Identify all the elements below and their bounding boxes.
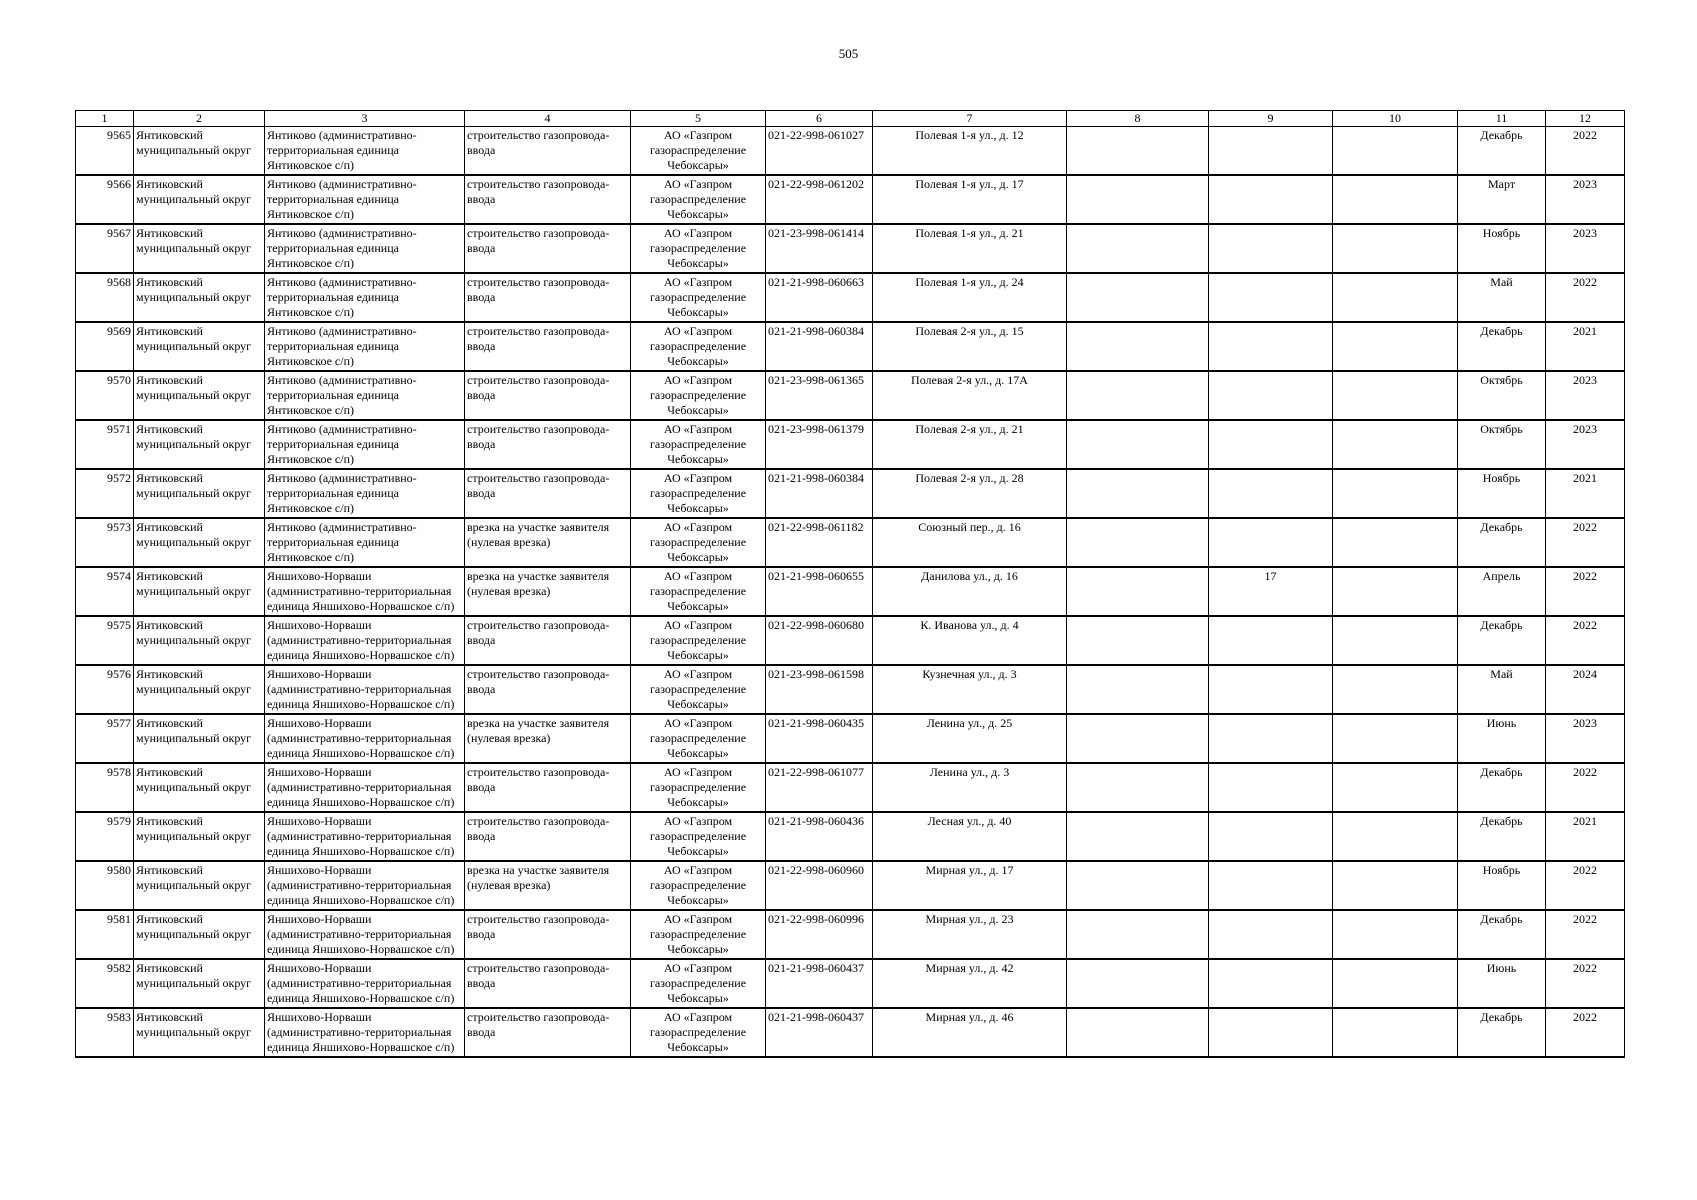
work-type-cell: строительство газопровода-ввода: [465, 127, 631, 176]
table-row: [76, 1008, 1625, 1057]
table-row: [76, 812, 1625, 861]
address-cell: Лесная ул., д. 40: [873, 812, 1067, 861]
district-cell: Янтиковский муниципальный округ: [134, 127, 265, 176]
month-cell: Май: [1458, 273, 1546, 322]
month-cell: Декабрь: [1458, 763, 1546, 812]
address-cell: Полевая 1-я ул., д. 12: [873, 127, 1067, 176]
district-cell: Янтиковский муниципальный округ: [134, 175, 265, 224]
table-body: [76, 127, 1625, 1058]
work-type-cell: строительство газопровода-ввода: [465, 812, 631, 861]
year-cell: 2022: [1546, 763, 1625, 812]
work-type-cell: врезка на участке заявителя (нулевая врезка): [465, 518, 631, 567]
application-code-cell: 021-22-998-061077: [766, 763, 873, 812]
organization-cell: АО «Газпром газораспределение Чебоксары»: [631, 273, 766, 322]
year-cell: 2023: [1546, 224, 1625, 273]
month-cell: Май: [1458, 665, 1546, 714]
row-number-cell: 9571: [76, 420, 134, 469]
month-cell: Июнь: [1458, 959, 1546, 1008]
column-9-cell: [1209, 1008, 1333, 1057]
month-cell: Ноябрь: [1458, 224, 1546, 273]
application-code-cell: 021-21-998-060384: [766, 469, 873, 518]
work-type-cell: строительство газопровода-ввода: [465, 1008, 631, 1057]
district-cell: Янтиковский муниципальный округ: [134, 322, 265, 371]
row-number-cell: 9570: [76, 371, 134, 420]
year-cell: 2021: [1546, 812, 1625, 861]
district-cell: Янтиковский муниципальный округ: [134, 224, 265, 273]
column-header: 6: [766, 111, 873, 127]
organization-cell: АО «Газпром газораспределение Чебоксары»: [631, 861, 766, 910]
settlement-cell: Яншихово-Норваши (административно-территориальная единица Яншихово-Норвашское с/п): [265, 910, 465, 959]
work-type-cell: строительство газопровода-ввода: [465, 420, 631, 469]
column-9-cell: [1209, 273, 1333, 322]
table-row: [76, 175, 1625, 224]
organization-cell: АО «Газпром газораспределение Чебоксары»: [631, 322, 766, 371]
district-cell: Янтиковский муниципальный округ: [134, 567, 265, 616]
row-number-cell: 9583: [76, 1008, 134, 1057]
column-8-cell: [1067, 812, 1209, 861]
column-10-cell: [1333, 812, 1458, 861]
column-header: 1: [76, 111, 134, 127]
table-row: [76, 567, 1625, 616]
table-row: [76, 665, 1625, 714]
column-10-cell: [1333, 420, 1458, 469]
table-row: [76, 224, 1625, 273]
column-8-cell: [1067, 224, 1209, 273]
row-number-cell: 9582: [76, 959, 134, 1008]
district-cell: Янтиковский муниципальный округ: [134, 910, 265, 959]
settlement-cell: Янтиково (административно-территориальная единица Янтиковское с/п): [265, 322, 465, 371]
district-cell: Янтиковский муниципальный округ: [134, 420, 265, 469]
column-9-cell: [1209, 175, 1333, 224]
district-cell: Янтиковский муниципальный округ: [134, 371, 265, 420]
column-8-cell: [1067, 420, 1209, 469]
organization-cell: АО «Газпром газораспределение Чебоксары»: [631, 1008, 766, 1057]
column-header-row: [76, 111, 1625, 127]
month-cell: Апрель: [1458, 567, 1546, 616]
column-9-cell: [1209, 665, 1333, 714]
column-10-cell: [1333, 518, 1458, 567]
column-header: 4: [465, 111, 631, 127]
settlement-cell: Янтиково (административно-территориальная единица Янтиковское с/п): [265, 127, 465, 176]
registry-table: [75, 110, 1625, 1058]
month-cell: Декабрь: [1458, 127, 1546, 176]
organization-cell: АО «Газпром газораспределение Чебоксары»: [631, 371, 766, 420]
column-header: 12: [1546, 111, 1625, 127]
work-type-cell: строительство газопровода-ввода: [465, 616, 631, 665]
settlement-cell: Янтиково (административно-территориальная единица Янтиковское с/п): [265, 224, 465, 273]
column-10-cell: [1333, 1008, 1458, 1057]
address-cell: К. Иванова ул., д. 4: [873, 616, 1067, 665]
application-code-cell: 021-23-998-061414: [766, 224, 873, 273]
application-code-cell: 021-23-998-061598: [766, 665, 873, 714]
settlement-cell: Яншихово-Норваши (административно-территориальная единица Яншихово-Норвашское с/п): [265, 812, 465, 861]
district-cell: Янтиковский муниципальный округ: [134, 861, 265, 910]
application-code-cell: 021-23-998-061365: [766, 371, 873, 420]
table-row: [76, 469, 1625, 518]
column-10-cell: [1333, 763, 1458, 812]
month-cell: Декабрь: [1458, 910, 1546, 959]
address-cell: Полевая 2-я ул., д. 21: [873, 420, 1067, 469]
column-8-cell: [1067, 910, 1209, 959]
month-cell: Октябрь: [1458, 420, 1546, 469]
address-cell: Ленина ул., д. 3: [873, 763, 1067, 812]
year-cell: 2022: [1546, 910, 1625, 959]
column-header: 8: [1067, 111, 1209, 127]
application-code-cell: 021-21-998-060437: [766, 959, 873, 1008]
column-header: 7: [873, 111, 1067, 127]
year-cell: 2022: [1546, 518, 1625, 567]
column-header: 2: [134, 111, 265, 127]
column-9-cell: [1209, 127, 1333, 176]
work-type-cell: строительство газопровода-ввода: [465, 371, 631, 420]
row-number-cell: 9566: [76, 175, 134, 224]
settlement-cell: Янтиково (административно-территориальная единица Янтиковское с/п): [265, 469, 465, 518]
address-cell: Полевая 1-я ул., д. 17: [873, 175, 1067, 224]
column-9-cell: [1209, 959, 1333, 1008]
district-cell: Янтиковский муниципальный округ: [134, 616, 265, 665]
table-row: [76, 518, 1625, 567]
row-number-cell: 9567: [76, 224, 134, 273]
address-cell: Мирная ул., д. 23: [873, 910, 1067, 959]
district-cell: Янтиковский муниципальный округ: [134, 714, 265, 763]
organization-cell: АО «Газпром газораспределение Чебоксары»: [631, 714, 766, 763]
work-type-cell: строительство газопровода-ввода: [465, 665, 631, 714]
settlement-cell: Яншихово-Норваши (административно-территориальная единица Яншихово-Норвашское с/п): [265, 861, 465, 910]
table-row: [76, 714, 1625, 763]
column-8-cell: [1067, 127, 1209, 176]
column-8-cell: [1067, 175, 1209, 224]
column-8-cell: [1067, 322, 1209, 371]
column-10-cell: [1333, 469, 1458, 518]
address-cell: Полевая 2-я ул., д. 28: [873, 469, 1067, 518]
address-cell: Полевая 1-я ул., д. 21: [873, 224, 1067, 273]
column-8-cell: [1067, 959, 1209, 1008]
district-cell: Янтиковский муниципальный округ: [134, 518, 265, 567]
year-cell: 2022: [1546, 861, 1625, 910]
settlement-cell: Яншихово-Норваши (административно-территориальная единица Яншихово-Норвашское с/п): [265, 567, 465, 616]
column-10-cell: [1333, 127, 1458, 176]
column-9-cell: [1209, 910, 1333, 959]
address-cell: Союзный пер., д. 16: [873, 518, 1067, 567]
column-9-cell: [1209, 812, 1333, 861]
column-8-cell: [1067, 567, 1209, 616]
organization-cell: АО «Газпром газораспределение Чебоксары»: [631, 910, 766, 959]
column-header: 3: [265, 111, 465, 127]
column-9-cell: [1209, 714, 1333, 763]
row-number-cell: 9581: [76, 910, 134, 959]
column-9-cell: 17: [1209, 567, 1333, 616]
month-cell: Март: [1458, 175, 1546, 224]
organization-cell: АО «Газпром газораспределение Чебоксары»: [631, 763, 766, 812]
work-type-cell: строительство газопровода-ввода: [465, 959, 631, 1008]
address-cell: Ленина ул., д. 25: [873, 714, 1067, 763]
table-row: [76, 127, 1625, 176]
column-10-cell: [1333, 273, 1458, 322]
district-cell: Янтиковский муниципальный округ: [134, 959, 265, 1008]
work-type-cell: строительство газопровода-ввода: [465, 175, 631, 224]
column-8-cell: [1067, 763, 1209, 812]
year-cell: 2023: [1546, 371, 1625, 420]
district-cell: Янтиковский муниципальный округ: [134, 1008, 265, 1057]
application-code-cell: 021-22-998-061182: [766, 518, 873, 567]
row-number-cell: 9577: [76, 714, 134, 763]
month-cell: Октябрь: [1458, 371, 1546, 420]
organization-cell: АО «Газпром газораспределение Чебоксары»: [631, 665, 766, 714]
application-code-cell: 021-22-998-060996: [766, 910, 873, 959]
year-cell: 2023: [1546, 420, 1625, 469]
organization-cell: АО «Газпром газораспределение Чебоксары»: [631, 518, 766, 567]
month-cell: Июнь: [1458, 714, 1546, 763]
year-cell: 2022: [1546, 616, 1625, 665]
row-number-cell: 9565: [76, 127, 134, 176]
settlement-cell: Яншихово-Норваши (административно-территориальная единица Яншихово-Норвашское с/п): [265, 959, 465, 1008]
month-cell: Декабрь: [1458, 812, 1546, 861]
application-code-cell: 021-22-998-061027: [766, 127, 873, 176]
work-type-cell: врезка на участке заявителя (нулевая врезка): [465, 714, 631, 763]
work-type-cell: строительство газопровода-ввода: [465, 763, 631, 812]
column-10-cell: [1333, 861, 1458, 910]
settlement-cell: Яншихово-Норваши (административно-территориальная единица Яншихово-Норвашское с/п): [265, 665, 465, 714]
column-10-cell: [1333, 371, 1458, 420]
column-9-cell: [1209, 861, 1333, 910]
organization-cell: АО «Газпром газораспределение Чебоксары»: [631, 616, 766, 665]
year-cell: 2021: [1546, 469, 1625, 518]
application-code-cell: 021-21-998-060655: [766, 567, 873, 616]
work-type-cell: врезка на участке заявителя (нулевая врезка): [465, 567, 631, 616]
year-cell: 2022: [1546, 959, 1625, 1008]
column-header: 10: [1333, 111, 1458, 127]
settlement-cell: Яншихово-Норваши (административно-территориальная единица Яншихово-Норвашское с/п): [265, 714, 465, 763]
application-code-cell: 021-23-998-061379: [766, 420, 873, 469]
address-cell: Данилова ул., д. 16: [873, 567, 1067, 616]
settlement-cell: Яншихово-Норваши (административно-территориальная единица Яншихово-Норвашское с/п): [265, 763, 465, 812]
district-cell: Янтиковский муниципальный округ: [134, 812, 265, 861]
year-cell: 2022: [1546, 567, 1625, 616]
application-code-cell: 021-22-998-060680: [766, 616, 873, 665]
column-8-cell: [1067, 616, 1209, 665]
month-cell: Декабрь: [1458, 322, 1546, 371]
work-type-cell: врезка на участке заявителя (нулевая врезка): [465, 861, 631, 910]
district-cell: Янтиковский муниципальный округ: [134, 469, 265, 518]
settlement-cell: Яншихово-Норваши (административно-территориальная единица Яншихово-Норвашское с/п): [265, 1008, 465, 1057]
table-row: [76, 910, 1625, 959]
page-number: 505: [838, 46, 859, 61]
column-10-cell: [1333, 322, 1458, 371]
address-cell: Мирная ул., д. 46: [873, 1008, 1067, 1057]
table-row: [76, 322, 1625, 371]
column-9-cell: [1209, 322, 1333, 371]
address-cell: Полевая 2-я ул., д. 15: [873, 322, 1067, 371]
organization-cell: АО «Газпром газораспределение Чебоксары»: [631, 567, 766, 616]
work-type-cell: строительство газопровода-ввода: [465, 910, 631, 959]
table-row: [76, 420, 1625, 469]
column-10-cell: [1333, 567, 1458, 616]
table-row: [76, 959, 1625, 1008]
row-number-cell: 9574: [76, 567, 134, 616]
organization-cell: АО «Газпром газораспределение Чебоксары»: [631, 959, 766, 1008]
month-cell: Ноябрь: [1458, 469, 1546, 518]
district-cell: Янтиковский муниципальный округ: [134, 665, 265, 714]
row-number-cell: 9578: [76, 763, 134, 812]
column-header: 9: [1209, 111, 1333, 127]
organization-cell: АО «Газпром газораспределение Чебоксары»: [631, 224, 766, 273]
work-type-cell: строительство газопровода-ввода: [465, 224, 631, 273]
column-9-cell: [1209, 371, 1333, 420]
application-code-cell: 021-21-998-060663: [766, 273, 873, 322]
row-number-cell: 9576: [76, 665, 134, 714]
column-8-cell: [1067, 518, 1209, 567]
table-row: [76, 861, 1625, 910]
column-10-cell: [1333, 714, 1458, 763]
settlement-cell: Яншихово-Норваши (административно-территориальная единица Яншихово-Норвашское с/п): [265, 616, 465, 665]
column-8-cell: [1067, 665, 1209, 714]
year-cell: 2022: [1546, 1008, 1625, 1057]
year-cell: 2024: [1546, 665, 1625, 714]
row-number-cell: 9572: [76, 469, 134, 518]
month-cell: Декабрь: [1458, 1008, 1546, 1057]
work-type-cell: строительство газопровода-ввода: [465, 322, 631, 371]
column-8-cell: [1067, 714, 1209, 763]
column-10-cell: [1333, 616, 1458, 665]
row-number-cell: 9575: [76, 616, 134, 665]
table-row: [76, 763, 1625, 812]
column-8-cell: [1067, 371, 1209, 420]
work-type-cell: строительство газопровода-ввода: [465, 273, 631, 322]
settlement-cell: Янтиково (административно-территориальная единица Янтиковское с/п): [265, 175, 465, 224]
column-8-cell: [1067, 273, 1209, 322]
row-number-cell: 9579: [76, 812, 134, 861]
row-number-cell: 9569: [76, 322, 134, 371]
column-9-cell: [1209, 420, 1333, 469]
organization-cell: АО «Газпром газораспределение Чебоксары»: [631, 469, 766, 518]
column-10-cell: [1333, 959, 1458, 1008]
organization-cell: АО «Газпром газораспределение Чебоксары»: [631, 420, 766, 469]
year-cell: 2022: [1546, 273, 1625, 322]
settlement-cell: Янтиково (административно-территориальная единица Янтиковское с/п): [265, 518, 465, 567]
column-10-cell: [1333, 910, 1458, 959]
column-9-cell: [1209, 616, 1333, 665]
address-cell: Мирная ул., д. 42: [873, 959, 1067, 1008]
application-code-cell: 021-22-998-060960: [766, 861, 873, 910]
application-code-cell: 021-21-998-060384: [766, 322, 873, 371]
column-10-cell: [1333, 175, 1458, 224]
organization-cell: АО «Газпром газораспределение Чебоксары»: [631, 812, 766, 861]
organization-cell: АО «Газпром газораспределение Чебоксары»: [631, 127, 766, 176]
organization-cell: АО «Газпром газораспределение Чебоксары»: [631, 175, 766, 224]
table-row: [76, 273, 1625, 322]
month-cell: Ноябрь: [1458, 861, 1546, 910]
column-9-cell: [1209, 518, 1333, 567]
address-cell: Полевая 2-я ул., д. 17А: [873, 371, 1067, 420]
row-number-cell: 9580: [76, 861, 134, 910]
row-number-cell: 9573: [76, 518, 134, 567]
column-10-cell: [1333, 665, 1458, 714]
column-8-cell: [1067, 1008, 1209, 1057]
application-code-cell: 021-21-998-060435: [766, 714, 873, 763]
column-header: 5: [631, 111, 766, 127]
table-row: [76, 616, 1625, 665]
column-9-cell: [1209, 763, 1333, 812]
column-9-cell: [1209, 469, 1333, 518]
address-cell: Кузнечная ул., д. 3: [873, 665, 1067, 714]
address-cell: Мирная ул., д. 17: [873, 861, 1067, 910]
application-code-cell: 021-21-998-060437: [766, 1008, 873, 1057]
column-10-cell: [1333, 224, 1458, 273]
settlement-cell: Янтиково (административно-территориальная единица Янтиковское с/п): [265, 273, 465, 322]
year-cell: 2023: [1546, 175, 1625, 224]
settlement-cell: Янтиково (административно-территориальная единица Янтиковское с/п): [265, 420, 465, 469]
column-8-cell: [1067, 469, 1209, 518]
year-cell: 2022: [1546, 127, 1625, 176]
month-cell: Декабрь: [1458, 518, 1546, 567]
work-type-cell: строительство газопровода-ввода: [465, 469, 631, 518]
year-cell: 2023: [1546, 714, 1625, 763]
district-cell: Янтиковский муниципальный округ: [134, 763, 265, 812]
settlement-cell: Янтиково (административно-территориальная единица Янтиковское с/п): [265, 371, 465, 420]
year-cell: 2021: [1546, 322, 1625, 371]
address-cell: Полевая 1-я ул., д. 24: [873, 273, 1067, 322]
column-header: 11: [1458, 111, 1546, 127]
row-number-cell: 9568: [76, 273, 134, 322]
column-9-cell: [1209, 224, 1333, 273]
application-code-cell: 021-22-998-061202: [766, 175, 873, 224]
column-8-cell: [1067, 861, 1209, 910]
table-row: [76, 371, 1625, 420]
month-cell: Декабрь: [1458, 616, 1546, 665]
district-cell: Янтиковский муниципальный округ: [134, 273, 265, 322]
application-code-cell: 021-21-998-060436: [766, 812, 873, 861]
